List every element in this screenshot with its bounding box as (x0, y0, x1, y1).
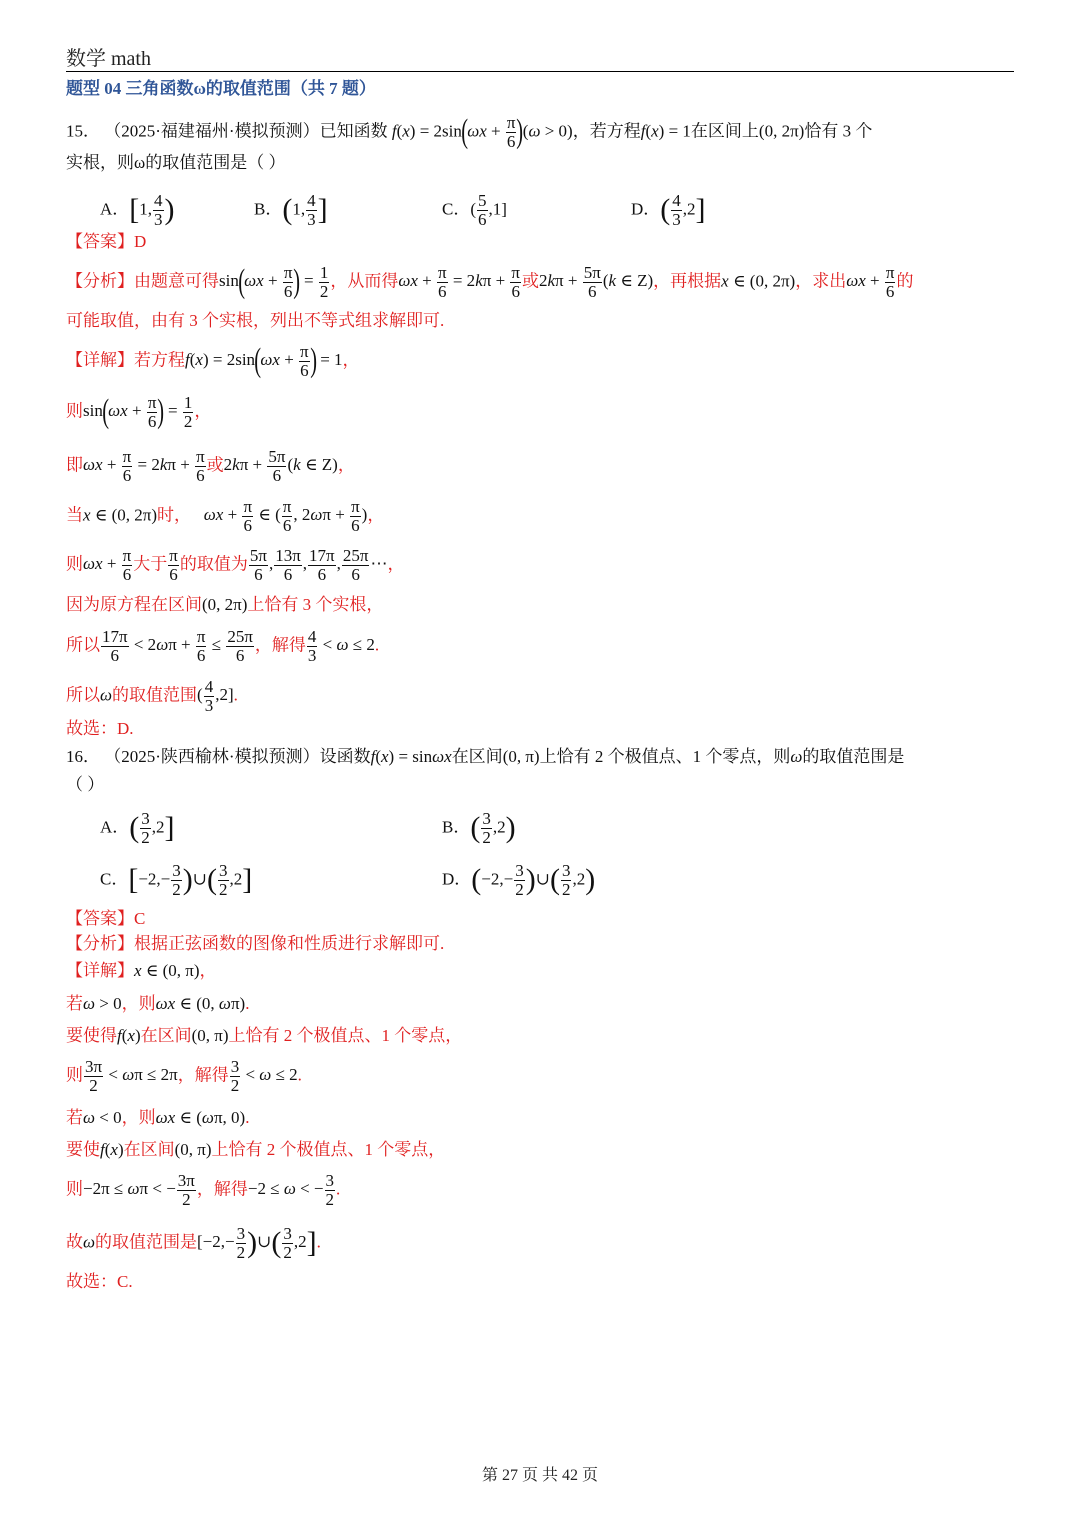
q16-analysis: 【分析】根据正弦函数的图像和性质进行求解即可. (66, 934, 445, 953)
q15-stem-line2: 实根，则ω的取值范围是（ ） (66, 153, 286, 172)
q15-option-b: B．(1, $\frac{4}{3}$ ] (254, 191, 328, 229)
q15-detail-7: 所以 $\frac{17\pi}{6}$ < 2ωπ + $\frac{\pi}{6}$ ≤ $\frac{25\pi}{6}$ ，解得 $\frac{4}{3}$ < ω ≤ 2. (66, 627, 380, 665)
q16-final: 故选：C. (66, 1272, 133, 1291)
q15-detail-8: 所以ω的取值范围( $\frac{4}{3}$ ,2]. (66, 677, 238, 715)
q15-detail-2: 则sin(ωx + $\frac{\pi}{6}$ ) = $\frac{1}{2}$ ， (66, 393, 212, 431)
q15-final: 故选：D. (66, 719, 134, 738)
q16-detail-7: 则−2π ≤ ωπ < − $\frac{3\pi}{2}$ ，解得−2 ≤ ω < − $\frac{3}{2}$ . (66, 1171, 341, 1209)
q16-detail-4: 则 $\frac{3\pi}{2}$ < ωπ ≤ 2π，解得 $\frac{3}{2}$ < ω ≤ 2. (66, 1057, 302, 1095)
q16-detail-2: 若ω > 0，则ωx ∈ (0, ωπ). (66, 994, 250, 1013)
header-divider (66, 71, 1014, 72)
q16-detail-3: 要使得f(x)在区间(0, π)上恰有 2 个极值点、1 个零点， (66, 1026, 463, 1045)
q15-option-a: A．[1, $\frac{4}{3}$ ) (100, 191, 175, 229)
q15-options (66, 186, 1020, 229)
q16-option-c: C．[−2,− $\frac{3}{2}$ )∪( $\frac{3}{2}$ ,2] (100, 861, 253, 899)
q15-stem-line1: 15． （2025·福建福州·模拟预测）已知函数 f(x) = 2sin(ωx + $\frac{\pi}{6}$ )(ω > 0)，若方程f(x) = 1在区间上(0, 2π)恰有 3 个 (66, 113, 873, 151)
q16-detail-1: 【详解】x ∈ (0, π)， (66, 961, 217, 980)
q15-detail-6: 因为原方程在区间(0, 2π)上恰有 3 个实根， (66, 595, 384, 614)
q15-option-c: C．( $\frac{5}{6}$ ,1] (442, 191, 507, 229)
q15-detail-4: 当x ∈ (0, 2π)时， ωx + $\frac{\pi}{6}$ ∈ ( $\frac{\pi}{6}$ , 2ωπ + $\frac{\pi}{6}$ )， (66, 497, 385, 535)
q16-options (66, 806, 1020, 916)
q16-detail-5: 若ω < 0，则ωx ∈ (ωπ, 0). (66, 1108, 250, 1127)
q16-stem-line1: 16． （2025·陕西榆林·模拟预测）设函数f(x) = sinωx在区间(0, π)上恰有 2 个极值点、1 个零点，则ω的取值范围是 (66, 747, 905, 766)
q16-detail-8: 故ω的取值范围是[−2,− $\frac{3}{2}$ )∪( $\frac{3}{2}$ ,2]. (66, 1224, 321, 1262)
q16-option-b: B．( $\frac{3}{2}$ ,2) (442, 809, 516, 847)
q15-analysis-line2: 可能取值，由有 3 个实根，列出不等式组求解即可. (66, 311, 445, 330)
q16-stem-line2: （ ） (66, 775, 105, 794)
page-number: 第 27 页 共 42 页 (481, 1467, 598, 1484)
q15-detail-1: 【详解】若方程f(x) = 2sin(ωx + $\frac{\pi}{6}$ ) = 1， (66, 342, 360, 380)
section-title: 题型 04 三角函数ω的取值范围（共 7 题） (66, 79, 376, 98)
q15-analysis-line1: 【分析】由题意可得sin(ωx + $\frac{\pi}{6}$ ) = $\frac{1}{2}$ ，从而得ωx + $\frac{\pi}{6}$ = 2kπ + $\frac{\pi}{6}$ 或2kπ + $\frac{5\pi}{6}$ (k ∈ Z)，再根据x ∈ (0, 2π)，求出ωx + $\frac{\pi}{6}$ 的 (66, 263, 914, 301)
q16-option-d: D．(−2,− $\frac{3}{2}$ )∪( $\frac{3}{2}$ ,2) (442, 861, 596, 899)
q15-detail-3: 即ωx + $\frac{\pi}{6}$ = 2kπ + $\frac{\pi}{6}$ 或2kπ + $\frac{5\pi}{6}$ (k ∈ Z)， (66, 447, 355, 485)
q15-answer: 【答案】D (66, 232, 147, 251)
q16-answer: 【答案】C (66, 909, 146, 928)
q16-detail-6: 要使f(x)在区间(0, π)上恰有 2 个极值点、1 个零点， (66, 1140, 446, 1159)
q16-option-a: A．( $\frac{3}{2}$ ,2] (100, 809, 175, 847)
header-title: 数学 math (66, 48, 151, 70)
q15-option-d: D．( $\frac{4}{3}$ ,2] (631, 191, 706, 229)
q15-detail-5: 则ωx + $\frac{\pi}{6}$ 大于 $\frac{\pi}{6}$ 的取值为 $\frac{5\pi}{6}$ , $\frac{13\pi}{6}$ , $\frac{17\pi}{6}$ , $\frac{25\pi}{6}$ ⋯， (66, 546, 405, 584)
